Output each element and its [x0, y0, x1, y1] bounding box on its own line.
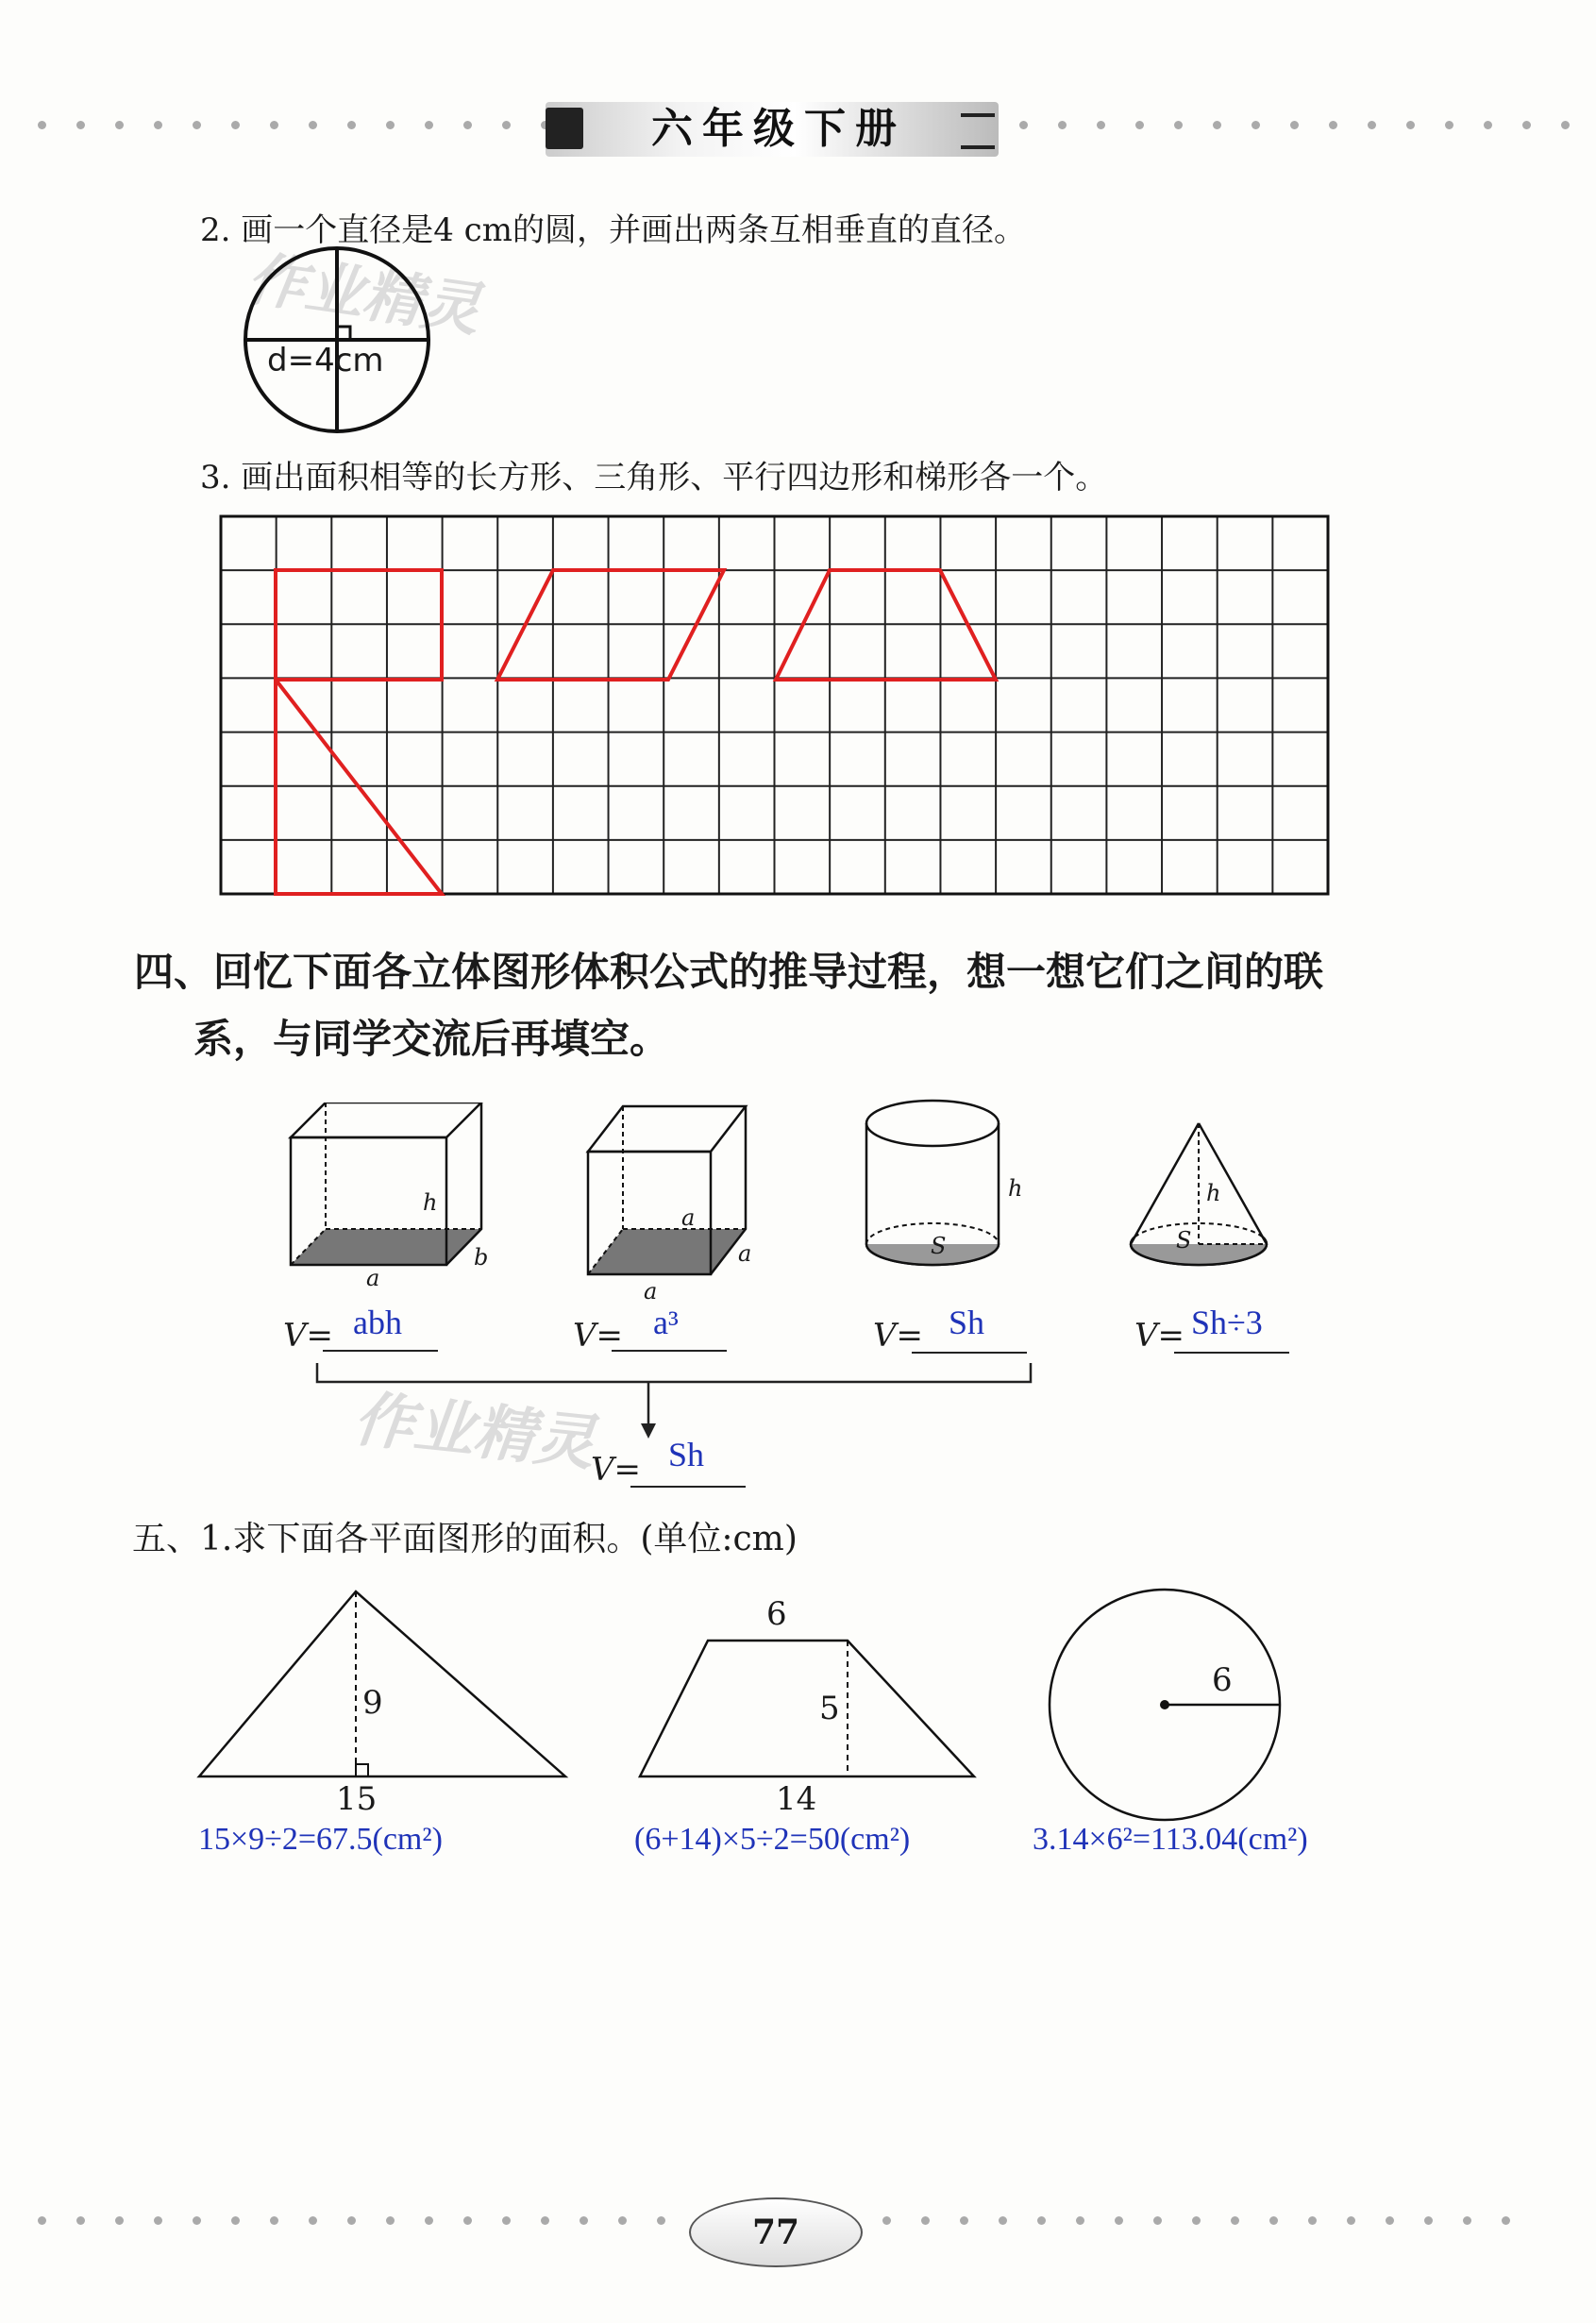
watermark-2: 作业精灵	[350, 1384, 598, 1480]
page-number: 77	[689, 2197, 863, 2267]
cylinder-answer: Sh	[949, 1304, 985, 1341]
q2-circle-label: d=4cm	[267, 342, 384, 379]
cuboid-top-face	[291, 1103, 481, 1137]
cube-answer: a³	[653, 1304, 679, 1341]
combined-v-label: V=	[591, 1451, 642, 1489]
footer-dots-left	[38, 2216, 665, 2226]
s5-triangle-right-angle	[356, 1764, 368, 1776]
q3-grid-drawing	[217, 513, 1336, 901]
cube-label-side: a	[738, 1240, 752, 1267]
q3-grid-lines	[221, 516, 1328, 894]
cube-label-bottom: a	[644, 1278, 658, 1305]
combined-answer: Sh	[668, 1436, 705, 1473]
header-dots-right	[1019, 121, 1570, 130]
question-3-text: 3. 画出面积相等的长方形、三角形、平行四边形和梯形各一个。	[200, 459, 1108, 497]
header-ornament-icon	[961, 113, 995, 149]
question-2-text: 2. 画一个直径是4 cm的圆，并画出两条互相垂直的直径。	[200, 211, 1026, 249]
s5-triangle-answer: 15×9÷2=67.5(cm²)	[198, 1822, 443, 1857]
s5-circle-answer: 3.14×6²=113.04(cm²)	[1033, 1822, 1308, 1857]
cuboid-drawing	[283, 1103, 500, 1291]
watermark-1: 作业精灵	[243, 244, 485, 345]
header-dots-left	[38, 121, 588, 130]
s5-trapezoid-height-label: 5	[819, 1690, 840, 1727]
s5-triangle-height-label: 9	[362, 1684, 383, 1722]
cone-drawing	[1128, 1119, 1279, 1270]
s5-trapezoid-answer: (6+14)×5÷2=50(cm²)	[634, 1822, 911, 1857]
page-header-title: 六年级下册	[651, 105, 906, 153]
cube-drawing	[580, 1103, 750, 1282]
cube-v-label: V=	[573, 1317, 624, 1355]
cone-base-front-arc	[1131, 1244, 1267, 1265]
cylinder-body-cover	[866, 1123, 999, 1244]
q2-right-angle-mark	[337, 327, 350, 340]
section-4-line-1: 四、回忆下面各立体图形体积公式的推导过程，想一想它们之间的联	[134, 949, 1324, 995]
cone-answer: Sh÷3	[1191, 1304, 1263, 1341]
cuboid-v-label: V=	[283, 1317, 334, 1355]
cylinder-label-h: h	[1008, 1175, 1023, 1202]
s5-circle-center	[1160, 1700, 1169, 1709]
cylinder-label-s: S	[931, 1233, 947, 1259]
cube-label-top: a	[681, 1204, 696, 1231]
book-icon	[546, 108, 583, 149]
cuboid-answer: abh	[353, 1304, 402, 1341]
footer-dots-right	[882, 2216, 1510, 2226]
cone-label-h: h	[1206, 1180, 1221, 1206]
s5-circle-radius-label: 6	[1212, 1661, 1233, 1699]
cuboid-label-a: a	[366, 1265, 380, 1291]
cuboid-label-h: h	[423, 1189, 438, 1216]
s5-trapezoid-bottom-label: 14	[776, 1780, 817, 1818]
section-4-line-2: 系，与同学交流后再填空。	[193, 1016, 670, 1062]
cube-base-shading	[588, 1229, 746, 1274]
bracket-arrow-head	[641, 1423, 656, 1439]
s5-triangle-base-label: 15	[336, 1780, 378, 1818]
s5-trapezoid-top-label: 6	[766, 1595, 787, 1633]
cone-v-label: V=	[1134, 1317, 1185, 1355]
s5-circle-drawing	[1046, 1586, 1284, 1824]
cone-label-s: S	[1176, 1227, 1192, 1254]
cuboid-label-b: b	[474, 1244, 489, 1271]
section-5-title: 五、1.求下面各平面图形的面积。(单位:cm)	[132, 1520, 798, 1558]
s5-trapezoid-drawing	[634, 1635, 983, 1782]
cylinder-v-label: V=	[873, 1317, 924, 1355]
s5-trapezoid	[640, 1641, 974, 1776]
cube-top-face	[588, 1106, 746, 1152]
